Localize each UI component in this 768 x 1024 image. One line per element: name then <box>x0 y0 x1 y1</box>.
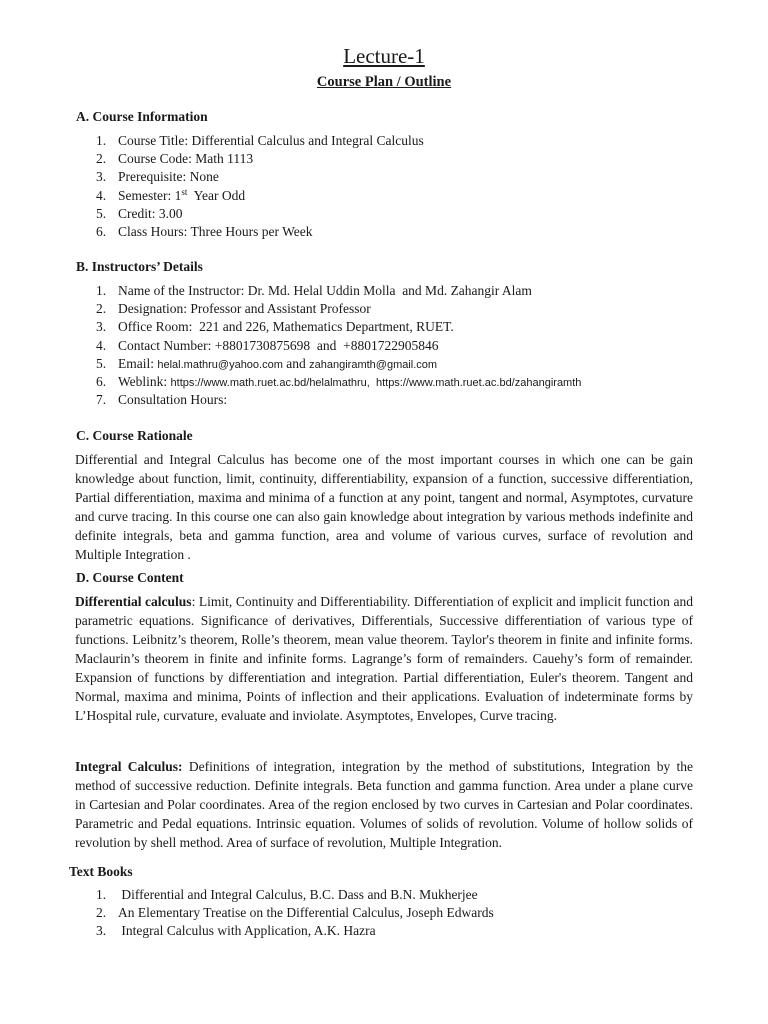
email-link-1[interactable]: helal.mathru@yahoo.com <box>157 358 283 371</box>
list-item: 6. Class Hours: Three Hours per Week <box>96 223 313 239</box>
text-books-heading: Text Books <box>69 864 133 879</box>
list-item: 4. Semester: 1st Year Odd <box>96 186 246 203</box>
instructors-details-heading: B. Instructors’ Details <box>76 259 203 274</box>
list-item: 3. Prerequisite: None <box>96 169 219 185</box>
differential-calculus-paragraph <box>75 592 693 725</box>
list-item: 1. Differential and Integral Calculus, B.C. Dass and B.N. Mukherjee <box>96 887 478 902</box>
weblink-item: 6. Weblink: https://www.math.ruet.ac.bd/helalmathru, https://www.math.ruet.ac.bd/zahangiramth <box>96 373 582 389</box>
list-item: 2. Designation: Professor and Assistant Professor <box>96 301 371 317</box>
list-item: 1. Course Title: Differential Calculus and Integral Calculus <box>96 133 424 148</box>
list-item: 3. Integral Calculus with Application, A.K. Hazra <box>96 923 376 939</box>
course-content-heading: D. Course Content <box>76 570 184 585</box>
list-item: 1. Name of the Instructor: Dr. Md. Helal Uddin Molla and Md. Zahangir Alam <box>96 283 532 298</box>
integral-calculus-paragraph <box>75 757 693 852</box>
lecture-title: Lecture-1 <box>343 44 425 68</box>
email-item: 5. Email: helal.mathru@yahoo.com and zahangiramth@gmail.com <box>96 355 438 371</box>
list-item: 4. Contact Number: +8801730875698 and +8801722905846 <box>96 337 439 353</box>
course-information-heading: A. Course Information <box>76 109 208 124</box>
course-rationale-heading: C. Course Rationale <box>76 428 193 443</box>
list-item: 2. Course Code: Math 1113 <box>96 151 254 167</box>
course-plan-subtitle: Course Plan / Outline <box>316 74 452 90</box>
course-information-list <box>96 132 424 241</box>
list-item: 7. Consultation Hours: <box>96 392 228 408</box>
text-books-list <box>96 886 494 941</box>
list-item: 2. An Elementary Treatise on the Differential Calculus, Joseph Edwards <box>96 905 494 921</box>
integral-calculus-text: Definitions of integration, integration by the method of substitutions, Integration by the method of successive reduction. Definite integrals. Beta function and gamma function. Area under a plane curve in Cartesian and Polar coordinates. Area of the region enclosed by two curves in Cartesian and Polar coordinates. Parametric and Pedal equations. Intrinsic equation. Volumes of solids of revolution. Volume of hollow solids of revolution by shell method. Area of surface of revolution, Multiple Integration. <box>75 759 694 850</box>
instructors-details-list <box>96 282 581 409</box>
differential-calculus-text: : Limit, Continuity and Differentiability. Differentiation of explicit and implicit function and parametric equations. Significance of derivatives, Differentials, Successive differentiation of various type of functions. Leibnitz’s theorem, Rolle’s theorem, mean value theorem. Taylor's theorem in finite and infinite forms. Maclaurin’s theorem in finite and infinite forms. Lagrange’s form of remainders. Cauehy’s form of remainder. Expansion of functions by differentiation and integration. Partial differentiation, Euler's theorem. Tangent and Normal, maxima and minima, Points of inflection and their applications. Evaluation of indeterminate forms by L’Hospital rule, curvature, evaluate and inviolate. Asymptotes, Envelopes, Curve tracing. <box>75 594 693 723</box>
differential-calculus-label: Differential calculus <box>75 594 192 609</box>
integral-calculus-label: Integral Calculus: <box>75 759 183 774</box>
email-link-2[interactable]: zahangiramth@gmail.com <box>309 358 438 371</box>
list-item: 3. Office Room: 221 and 226, Mathematics Department, RUET. <box>96 319 454 335</box>
list-item: 5. Credit: 3.00 <box>96 205 183 221</box>
course-rationale-text: Differential and Integral Calculus has become one of the most important courses in which one can be gain knowledge about function, limit, continuity, differentiability, expansion of a function, successive differentiation, Partial differentiation, maxima and minima of a function at any point, tangent and normal, Asymptotes, curvature and curve tracing. In this course one can also gain knowledge about integration by various methods indefinite and definite integrals, beta and gamma function, area and volume of various curves, surface of revolution and Multiple Integration . <box>75 452 693 562</box>
weblink-urls[interactable]: https://www.math.ruet.ac.bd/helalmathru, https://www.math.ruet.ac.bd/zahangiramth <box>170 376 582 389</box>
